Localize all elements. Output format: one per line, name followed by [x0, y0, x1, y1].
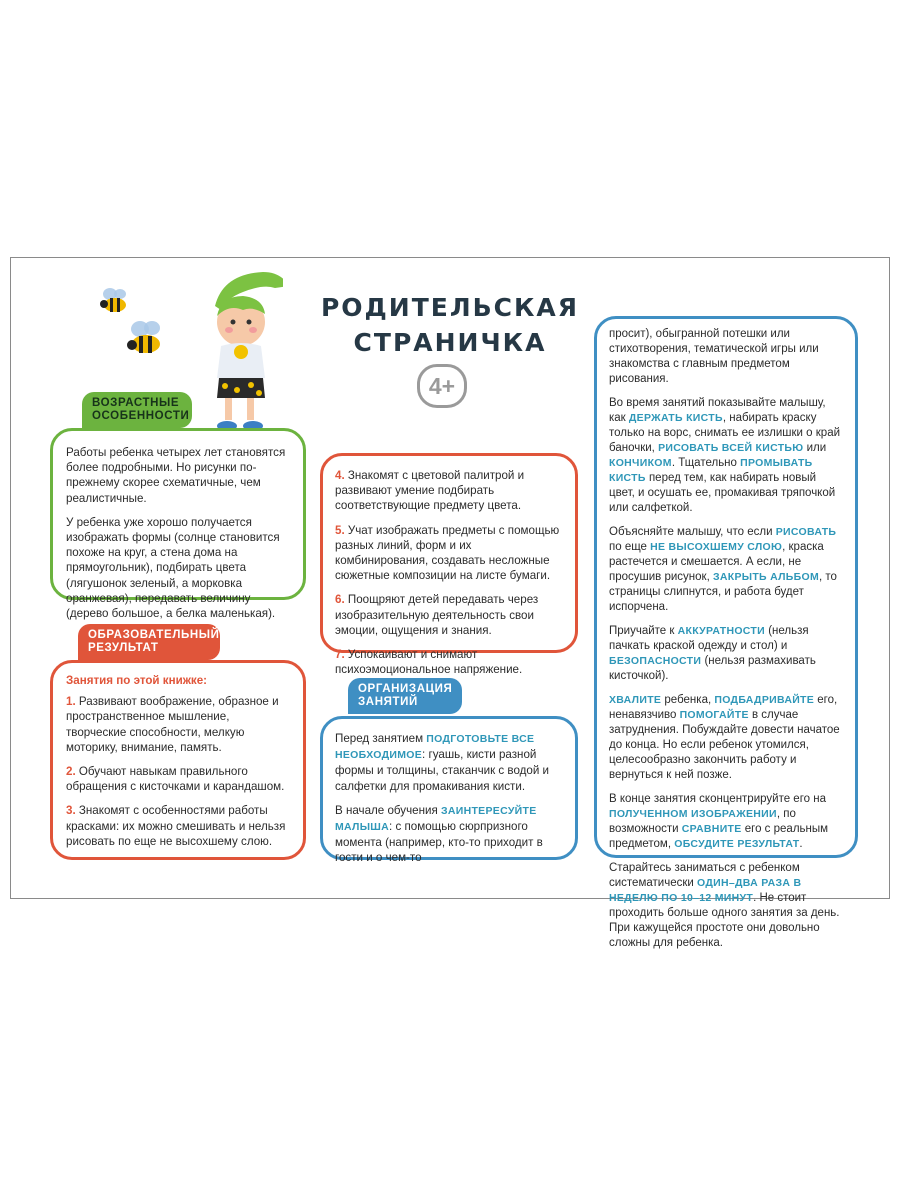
edu-item: 5. Учат изображать предметы с помощью разных линий, форм и их комбинирования, создавать несложные сюжетные композиции на листе бумаги. [335, 523, 560, 583]
right-column-box [594, 316, 858, 949]
age-section-tag: ВОЗРАСТНЫЕ ОСОБЕННОСТИ [82, 392, 192, 428]
org-paragraph-1: Перед занятием ПОДГОТОВЬТЕ ВСЕ НЕОБХОДИМОЕ: гуашь, кисти разной формы и толщины, стаканчик с водой и салфетки для промакивания кисти. [335, 732, 550, 793]
right-paragraph-7: Старайтесь заниматься с ребенком систематически ОДИН–ДВА РАЗА В НЕДЕЛЮ ПО 10–12 МИНУТ. Не стоит проходить больше одного занятия за день. При кажущейся простоте они довольно сложны для ребенка. [609, 862, 840, 949]
org-section-box [320, 716, 578, 865]
title-line-1: РОДИТЕЛЬСКАЯ [320, 293, 580, 322]
edu-section-tag: ОБРАЗОВАТЕЛЬНЫЙ РЕЗУЛЬТАТ [78, 624, 220, 660]
org-section-tag: ОРГАНИЗАЦИЯ ЗАНЯТИЙ [348, 678, 462, 714]
right-paragraph-1: просит), обыгранной потешки или стихотворения, тематической игры или знакомства с главным предметом рисования. [609, 328, 819, 385]
boy-illustration [203, 266, 283, 436]
org-paragraph-2: В начале обучения ЗАИНТЕРЕСУЙТЕ МАЛЫША: с помощью сюрпризного момента (например, кто-то приходит в гости и о чем-то [335, 803, 543, 865]
edu-item: 2. Обучают навыкам правильного обращения с кисточками и карандашом. [66, 765, 285, 794]
bee-icon [98, 286, 132, 316]
age-section-box [50, 428, 306, 621]
age-paragraph-2: У ребенка уже хорошо получается изображать формы (солнце становится похоже на круг, а стена дома на прямоугольник), подбирать цвета (лягушонок зеленый, а морковка оранжевая), передавать величину (дерево большое, а белка маленькая). [66, 515, 280, 621]
edu-heading: Занятия по этой книжке: [66, 674, 208, 687]
right-paragraph-3: Объясняйте малышу, что если РИСОВАТЬ по еще НЕ ВЫСОХШЕМУ СЛОЮ, краска растечется и смешается. А если, не просушив рисунок, ЗАКРЫТЬ АЛЬБОМ, то страницы слипнутся, и работа будет испорчена. [609, 526, 837, 613]
edu-item: 7. Успокаивают и снимают психоэмоциональное напряжение. [335, 648, 523, 677]
edu-item: 6. Поощряют детей передавать через изобразительную деятельность свои эмоции, ощущения и знания. [335, 593, 539, 637]
edu-item: 4. Знакомят с цветовой палитрой и развивают умение подбирать соответствующие предмету цвета. [335, 469, 525, 513]
edu-item: 3. Знакомят с особенностями работы красками: их можно смешивать и нельзя рисовать по еще не высохшему слою. [66, 804, 286, 848]
edu-item: 1. Развивают воображение, образное и пространственное мышление, творческие способности, мелкую моторику, внимание, память. [66, 695, 279, 754]
right-paragraph-6: В конце занятия сконцентрируйте его на ПОЛУЧЕННОМ ИЗОБРАЖЕНИИ, по возможности СРАВНИТЕ его с реальным предметом, ОБСУДИТЕ РЕЗУЛЬТАТ. [609, 793, 829, 850]
title-line-2: СТРАНИЧКА [353, 328, 547, 357]
right-paragraph-2: Во время занятий показывайте малышу, как ДЕРЖАТЬ КИСТЬ, набирать краску только на ворс, снимать ее излишки о край баночки, РИСОВАТЬ ВСЕЙ КИСТЬЮ или КОНЧИКОМ. Тщательно ПРОМЫВАТЬ КИСТЬ перед тем, как набирать новый цвет, и осушать ее, промакивая тряпочкой или салфеткой. [609, 397, 841, 514]
right-paragraph-5: ХВАЛИТЕ ребенка, ПОДБАДРИВАЙТЕ его, ненавязчиво ПОМОГАЙТЕ в случае затруднения. Побуждайте довести начатое до конца. Но если ребенок утомился, целесообразно закончить работу и вернуться к ней позже. [609, 694, 840, 781]
age-badge: 4+ [417, 364, 467, 408]
right-paragraph-4: Приучайте к АККУРАТНОСТИ (нельзя пачкать краской одежду и стол) и БЕЗОПАСНОСТИ (нельзя размахивать кисточкой). [609, 625, 816, 682]
page-title [300, 290, 600, 360]
edu-continued-box [320, 453, 578, 677]
age-paragraph-1: Работы ребенка четырех лет становятся более подробными. Но рисунки по-прежнему скорее схематичные, чем реалистичные. [66, 446, 286, 505]
edu-section-box [50, 660, 306, 860]
bee-icon [124, 318, 164, 360]
